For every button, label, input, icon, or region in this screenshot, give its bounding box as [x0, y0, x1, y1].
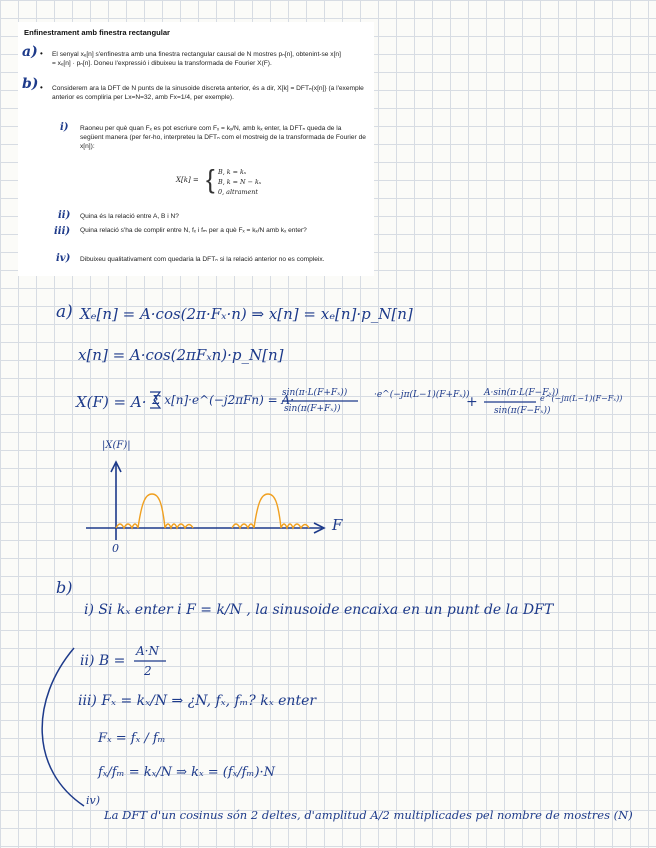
- sub-iii-text: Quina relació s'ha de complir entre N, fₓ i fₘ per a què Fₓ = kₓ/N amb kₓ enter?: [80, 227, 307, 234]
- answer-b-iv: La DFT d'un cosinus són 2 deltes, d'amplitud A/2 multiplicades pel nombre de mostres (N): [104, 808, 633, 822]
- answer-b-label: b): [56, 578, 73, 597]
- sigma-glyph: [150, 392, 160, 408]
- answer-b-ii-lhs: ii) B =: [80, 653, 126, 669]
- answer-b-ii-den: 2: [144, 664, 152, 678]
- cases-row-1: B, k = kₓ: [218, 168, 247, 176]
- spectrum-x-axis-label: F: [332, 516, 343, 534]
- cases-brace: {: [206, 164, 215, 194]
- margin-mark-b: b): [22, 76, 39, 92]
- problem-title: Enfinestrament amb finestra rectangular: [24, 28, 171, 37]
- bullet: •: [40, 83, 43, 92]
- spectrum-y-axis-label: |X(F)|: [102, 440, 131, 451]
- sub-marker-iv: iv): [56, 253, 71, 264]
- answer-a-exp1: ·e^(−jπ(L−1)(F+Fₓ)): [374, 390, 470, 400]
- cases-row-3: 0, altrament: [218, 188, 258, 196]
- answer-a-line-2: x[n] = A·cos(2πFₓn)·p_N[n]: [78, 346, 284, 364]
- cases-lhs: X[k] =: [176, 176, 199, 184]
- answer-b-iii-3: fₓ/fₘ = kₓ/N ⇒ kₓ = (fₓ/fₘ)·N: [98, 765, 276, 780]
- sub-marker-ii: ii): [58, 210, 71, 221]
- answer-b-iv-marker: iv): [86, 794, 101, 807]
- sub-marker-i: i): [60, 122, 69, 133]
- sub-i-text: Raoneu per què quan Fₓ es pot escriure com Fₓ = kₓ/N, amb kₓ enter, la DFTₙ queda de la següent manera (per fer-ho, interpreteu la DFTₙ com el mostreig de la transformada de Fourier de x[n]):: [80, 125, 366, 150]
- answer-a-frac2-num: A·sin(π·L(F−Fₓ)): [484, 388, 559, 398]
- answer-a-exp2: e^(−jπ(L−1)(F−Fₓ)): [540, 394, 623, 403]
- bullet: •: [40, 49, 43, 58]
- item-b-text: Considerem ara la DFT de N punts de la sinusoide discreta anterior, és a dir, X[k] = DFTₙ{x[n]} (a l'exemple anterior es compliria per Lx=N=32, amb Fx=1/4, per exemple).: [52, 85, 364, 101]
- sub-ii-text: Quina és la relació entre A, B i N?: [80, 213, 179, 220]
- answer-a-sum: Σ x[n]·e^(−j2πFn) = A·: [152, 393, 295, 407]
- answer-a-frac2-den: sin(π(F−Fₓ)): [494, 406, 551, 416]
- answer-b-ii-num: A·N: [136, 644, 159, 658]
- cases-row-2: B, k = N − kₓ: [218, 178, 262, 186]
- answer-b-iii-2: Fₓ = fₓ / fₘ: [98, 731, 166, 746]
- answer-b-iii: iii) Fₓ = kₓ/N ⇒ ¿N, fₓ, fₘ? kₓ enter: [78, 693, 317, 709]
- answer-a-line-3-lhs: X(F) = A·: [76, 393, 147, 411]
- spectrum-curve: [116, 494, 309, 528]
- grouping-curve: [42, 648, 84, 806]
- item-a-text: El senyal xₑ[n] s'enfinestra amb una finestra rectangular causal de N mostres pₙ[n], obtenint-se x[n] = xₑ[n] · pₙ[n]. Doneu l'expressió i dibuixeu la transformada de Fourier X(F).: [52, 51, 341, 67]
- answer-a-frac1-den: sin(π(F+Fₓ)): [284, 404, 341, 414]
- answer-b-i: i) Si kₓ enter i F = k/N , la sinusoide encaixa en un punt de la DFT: [84, 602, 554, 618]
- answer-a-plus: +: [466, 394, 478, 410]
- sub-marker-iii: iii): [54, 226, 71, 237]
- answer-a-frac1-num: sin(π·L(F+Fₓ)): [282, 388, 348, 398]
- spectrum-origin-label: 0: [112, 542, 119, 555]
- answer-a-label: a): [56, 302, 73, 322]
- sub-iv-text: Dibuixeu qualitativament com quedaria la DFTₙ si la relació anterior no es compleix.: [80, 256, 325, 263]
- margin-mark-a: a): [22, 44, 38, 60]
- answer-a-line-1: Xₑ[n] = A·cos(2π·Fₓ·n) ⇒ x[n] = xₑ[n]·p_N[n]: [80, 305, 413, 323]
